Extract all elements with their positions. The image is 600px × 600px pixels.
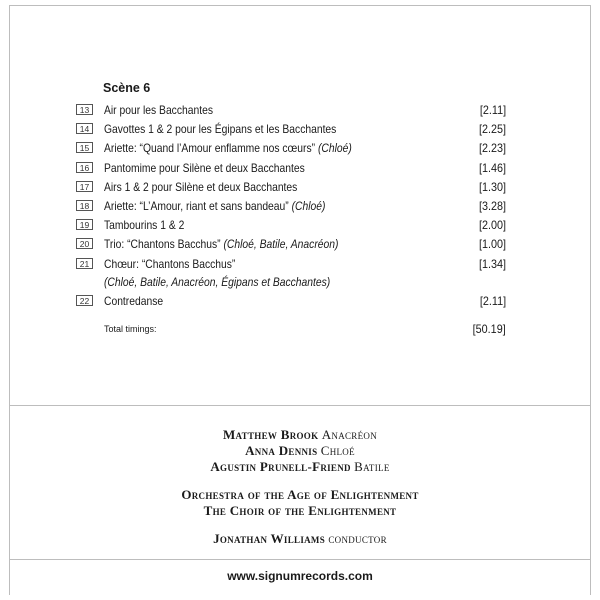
track-number: 19 (76, 219, 93, 230)
singer-name: Agustin Prunell-Friend (210, 459, 351, 474)
track-row (76, 178, 506, 197)
track-performers: (Chloé) (317, 141, 352, 156)
ensemble-credit (9, 503, 591, 519)
track-title-text: Pantomime pour Silène et deux Bacchantes (104, 160, 305, 175)
track-number: 22 (76, 295, 93, 306)
track-duration: [1.46] (478, 160, 506, 175)
track-title-text: Contredanse (104, 294, 164, 309)
conductor-credit (9, 531, 591, 547)
track-title-text: Trio: “Chantons Bacchus” (104, 237, 221, 252)
track-number: 13 (76, 104, 93, 115)
track-title-text: Airs 1 & 2 pour Silène et deux Bacchantes (104, 179, 298, 194)
track-performers: (Chloé, Batile, Anacréon) (223, 237, 339, 252)
track-number: 17 (76, 181, 93, 192)
track-title (104, 216, 184, 235)
track-title (104, 178, 297, 197)
track-duration: [1.30] (478, 179, 506, 194)
footer-divider (9, 559, 591, 560)
singer-role: Anacréon (321, 427, 378, 442)
track-title (104, 120, 336, 139)
total-label: Total timings: (104, 324, 157, 334)
singer-name: Anna Dennis (245, 443, 318, 458)
cast-credit (9, 443, 591, 459)
track-title-text: Gavottes 1 & 2 pour les Égipans et les Bacchantes (104, 122, 337, 137)
conductor-name: Jonathan Williams (213, 531, 326, 546)
track-title (104, 159, 305, 178)
ensemble-name: The Choir of the Enlightenment (203, 503, 397, 518)
singer-role: Batile (354, 459, 390, 474)
track-title (104, 101, 213, 120)
track-row (76, 216, 506, 235)
track-duration: [3.28] (478, 198, 506, 213)
track-title-text: Ariette: “Quand l’Amour enflamme nos cœurs” (104, 141, 316, 156)
track-title (104, 235, 338, 254)
track-number: 18 (76, 200, 93, 211)
track-list (76, 101, 506, 311)
track-duration: [1.34] (478, 256, 506, 271)
track-row (76, 292, 506, 311)
cast-credit (9, 459, 591, 475)
track-row (76, 255, 506, 293)
singer-name: Matthew Brook (222, 427, 319, 442)
track-duration: [2.23] (478, 141, 506, 156)
track-title-text: Chœur: “Chantons Bacchus” (104, 256, 236, 271)
website-link[interactable]: www.signumrecords.com (227, 569, 373, 583)
cast-credit (9, 427, 591, 443)
track-title (104, 255, 235, 274)
track-row (76, 159, 506, 178)
conductor-role: conductor (328, 531, 387, 546)
track-number: 21 (76, 258, 93, 269)
track-row (76, 139, 506, 158)
track-number: 14 (76, 123, 93, 134)
ensemble-credit (9, 487, 591, 503)
track-performers: (Chloé) (291, 198, 326, 213)
ensemble-name: Orchestra of the Age of Enlightenment (181, 487, 419, 502)
track-number: 16 (76, 162, 93, 173)
track-row (76, 197, 506, 216)
track-duration: [2.11] (479, 103, 506, 117)
track-performers: (Chloé, Batile, Anacréon, Égipans et Bacchantes) (104, 275, 331, 290)
track-number: 15 (76, 142, 93, 153)
track-row (76, 120, 506, 139)
track-title (104, 197, 325, 216)
track-row (76, 101, 506, 120)
track-title-text: Air pour les Bacchantes (104, 103, 213, 117)
track-duration: [2.00] (478, 218, 506, 233)
singer-role: Chloé (320, 443, 355, 458)
total-value: [50.19] (472, 322, 506, 336)
track-title (104, 292, 163, 311)
track-title-text: Ariette: “L’Amour, riant et sans bandeau” (104, 198, 289, 213)
track-duration: [1.00] (478, 237, 506, 252)
track-duration: [2.25] (478, 122, 506, 137)
track-title-text: Tambourins 1 & 2 (104, 218, 185, 233)
track-row (76, 235, 506, 254)
scene-heading: Scène 6 (103, 81, 151, 95)
track-number: 20 (76, 238, 93, 249)
track-title (104, 139, 352, 158)
section-divider (9, 405, 591, 406)
track-duration: [2.11] (479, 294, 506, 309)
